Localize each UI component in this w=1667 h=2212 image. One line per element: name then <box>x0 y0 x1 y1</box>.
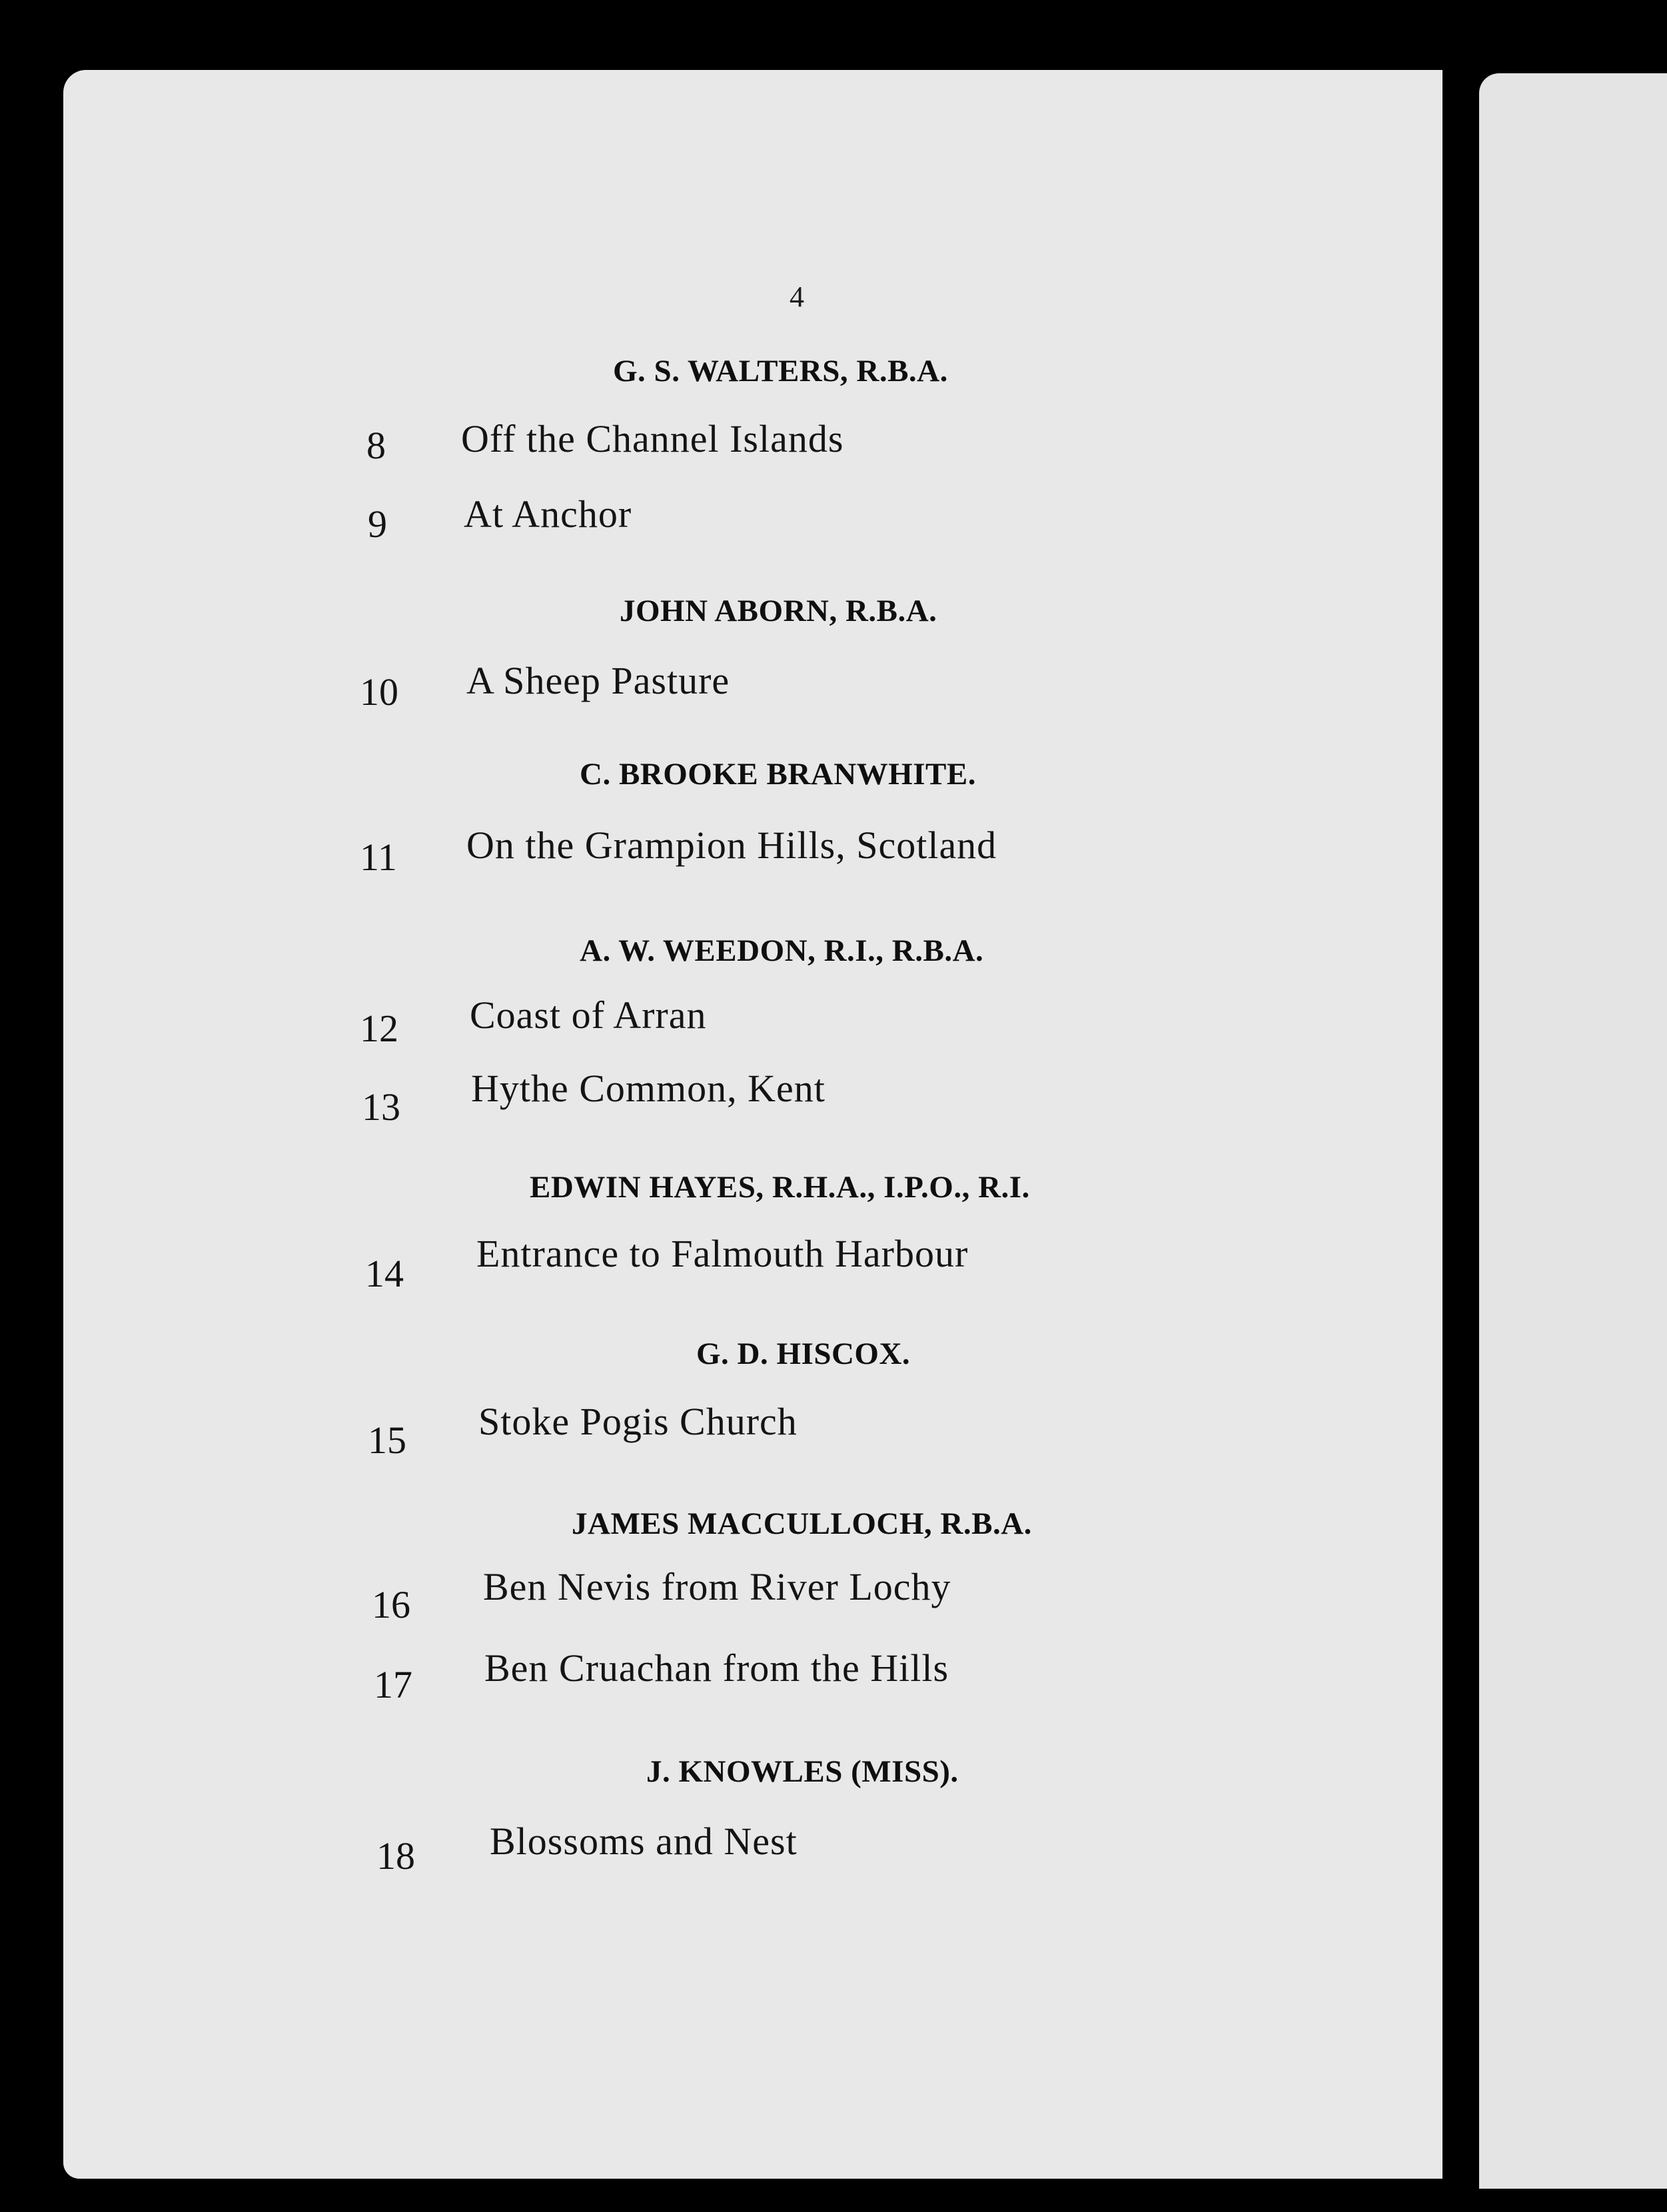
catalogue-number: 9 <box>368 502 387 546</box>
work-title: Ben Cruachan from the Hills <box>484 1646 949 1690</box>
work-title: Hythe Common, Kent <box>471 1067 826 1110</box>
catalogue-number: 12 <box>360 1007 398 1050</box>
work-title: A Sheep Pasture <box>466 659 730 702</box>
catalogue-number: 11 <box>360 835 397 879</box>
catalogue-number: 13 <box>362 1085 400 1129</box>
work-title: Coast of Arran <box>470 993 707 1037</box>
work-title: Blossoms and Nest <box>490 1820 798 1863</box>
artist-heading: G. D. HISCOX. <box>696 1337 911 1371</box>
page-number: 4 <box>790 280 804 313</box>
catalogue-number: 10 <box>360 670 398 714</box>
work-title: On the Grampion Hills, Scotland <box>466 824 997 867</box>
work-title: Entrance to Falmouth Harbour <box>476 1232 969 1275</box>
artist-heading: C. BROOKE BRANWHITE. <box>580 757 976 792</box>
catalogue-number: 17 <box>374 1663 412 1706</box>
artist-heading: JAMES MACCULLOCH, R.B.A. <box>572 1506 1032 1541</box>
artist-heading: G. S. WALTERS, R.B.A. <box>613 354 948 388</box>
artist-heading: A. W. WEEDON, R.I., R.B.A. <box>580 933 984 968</box>
catalogue-number: 8 <box>366 424 386 467</box>
work-title: Stoke Pogis Church <box>478 1400 798 1443</box>
work-title: Off the Channel Islands <box>461 417 844 460</box>
catalogue-number: 16 <box>372 1583 410 1626</box>
catalogue-number: 14 <box>365 1252 404 1295</box>
catalogue-number: 15 <box>368 1418 406 1462</box>
catalogue-number: 18 <box>376 1834 415 1878</box>
artist-heading: JOHN ABORN, R.B.A. <box>620 594 937 628</box>
work-title: At Anchor <box>464 492 632 536</box>
artist-heading: EDWIN HAYES, R.H.A., I.P.O., R.I. <box>530 1170 1030 1205</box>
work-title: Ben Nevis from River Lochy <box>483 1565 951 1608</box>
artist-heading: J. KNOWLES (MISS). <box>646 1754 959 1789</box>
facing-page <box>1479 73 1667 2189</box>
